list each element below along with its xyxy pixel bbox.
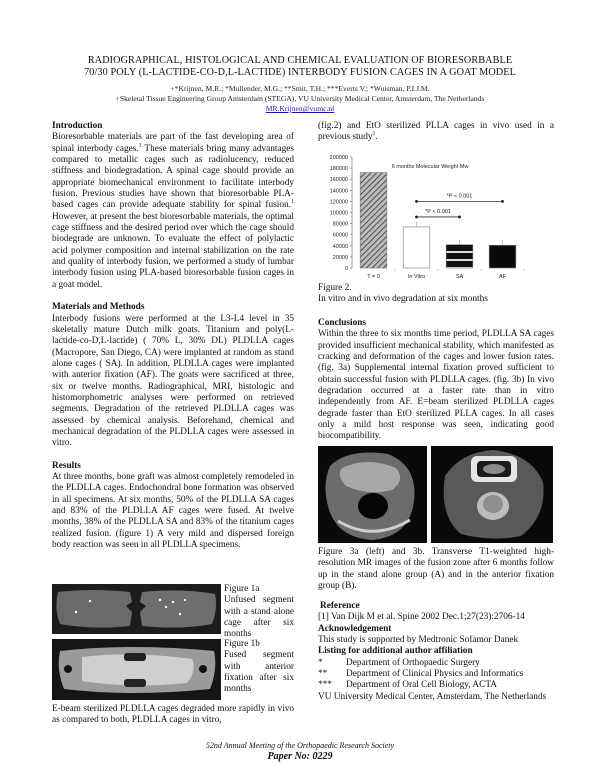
svg-text:200000: 200000 bbox=[329, 155, 348, 161]
conclusions-section bbox=[318, 318, 554, 443]
figure-1a-image bbox=[52, 584, 221, 634]
affiliation-item: * Department of Orthopaedic Surgery bbox=[318, 657, 480, 668]
chart-bar bbox=[446, 240, 473, 280]
svg-text:60000: 60000 bbox=[332, 232, 348, 239]
title-line-2: 70/30 POLY (L-LACTIDE-CO-D,L-LACTIDE) INTERBODY FUSION CAGES IN A GOAT MODEL bbox=[84, 67, 516, 78]
chart-bar bbox=[489, 240, 516, 280]
left-column bbox=[52, 121, 294, 551]
introduction-heading: Introduction bbox=[52, 121, 103, 131]
affiliation-item: ** Department of Clinical Physics and Informatics bbox=[318, 669, 524, 680]
figure-2-caption bbox=[318, 283, 554, 306]
svg-text:160000: 160000 bbox=[329, 177, 348, 184]
affiliation-item: *** Department of Oral Cell Biology, ACTA bbox=[318, 680, 497, 691]
conclusions-text: Within the three to six months time period, PLDLLA SA cages provided insufficient mechanical stability, which manifested as cracking and deformation of the cages and lower fusion rates.(fig. 3a) Supplemental internal fixation proved sufficient to obtain successful fusion with PLDLLA cages. (fig. 3b) In vivo degradation occurred at a faster rate than in vitro independently from AF. E=beam sterilized PLDLLA cages degrade faster than EtO sterilized PLLA cages. In all cases only a mild host response was seen, indicating good biocompatibility. bbox=[318, 329, 554, 442]
figure-3b-image bbox=[431, 446, 553, 543]
title-line-1: RADIOGRAPHICAL, HISTOLOGICAL AND CHEMICAL EVALUATION OF BIORESORBABLE bbox=[87, 55, 513, 66]
figure-2-chart bbox=[312, 152, 532, 282]
authors: +*Krijnen, M.R.; *Mullender, M.G.; **Smit, T.H.; ***Everts V.; *Wuisman, P.I.J.M. bbox=[170, 84, 430, 93]
svg-text:40000: 40000 bbox=[332, 243, 348, 250]
svg-text:0: 0 bbox=[344, 266, 348, 272]
figure-2-label: Figure 2. bbox=[318, 283, 352, 293]
affiliation: +Skeletal Tissue Engineering Group Amsterdam (STEGA), VU University Medical Center, Amsterdam, The Netherlands bbox=[115, 94, 485, 103]
back-matter bbox=[318, 601, 554, 703]
paper-title bbox=[0, 55, 600, 79]
svg-text:180000: 180000 bbox=[329, 166, 348, 173]
figure-2-text: In vitro and in vivo degradation at six months bbox=[318, 294, 488, 305]
results-continuation-right: (fig.2) and EtO sterilized PLLA cages in vivo used in a previous study$^1$. bbox=[318, 121, 554, 143]
results-continuation: E-beam sterilized PLDLLA cages degraded more rapidly in vivo as compared to both, PLDLLA cages in vitro, bbox=[52, 704, 294, 726]
methods-heading: Materials and Methods bbox=[52, 302, 145, 313]
figure-3a-image bbox=[318, 446, 427, 543]
svg-text:In Vitro: In Vitro bbox=[407, 274, 426, 280]
svg-text:AF: AF bbox=[498, 274, 507, 280]
svg-text:*P < 0.001: *P < 0.001 bbox=[425, 208, 451, 215]
affiliations-heading: Listing for additional author affiliation bbox=[318, 646, 473, 657]
svg-text:SA: SA bbox=[455, 274, 464, 280]
svg-text:6 months Molecular Weight Mw: 6 months Molecular Weight Mw bbox=[391, 164, 469, 170]
acknowledgement-heading: Acknowledgement bbox=[318, 623, 392, 634]
author-block bbox=[0, 84, 600, 114]
figure-1a-caption: Figure 1a Unfused segment with a stand alone cage after six months bbox=[224, 584, 294, 640]
svg-text:140000: 140000 bbox=[329, 188, 348, 195]
institution: VU University Medical Center, Amsterdam, The Netherlands bbox=[318, 691, 547, 702]
methods-text: Interbody fusions were performed at the L3-L4 level in 35 skeletally mature Dutch milk goats. Titanium and poly(L-lactide-co-D,L-lactide) ( 70% L, 30% DL) PLDLLA cages (Macropore, San Diego, CA) were implanted at random as stand alone cages ( SA). In addition, PLDLLA cages were implanted with anterior fixation (AF). The goats were sacrificed at three, six or twelve months. Radiographical, MRI, histologic and histomorphometric analyses were performed on retrieved segments. Degradation of the retrieved PLDLLA cages was assessed by chemical analysis. Beforehand, chemical and mechanical degradation of the PLDLLA cages were assessed in vitro. bbox=[52, 313, 294, 449]
chart-bar bbox=[403, 222, 430, 280]
meeting-footer: 52nd Annual Meeting of the Orthopaedic Research Society bbox=[205, 741, 395, 750]
introduction-text: Bioresorbable materials are part of the fast developing area of spinal interbody cages.$^1$ These materials bring many advantages compared to metallic cages such as radiolucency, reduced stiffness and biodegradation. A spinal cage should provide an appropriate biomechanical environment to facilitate interbody fusion. Previous studies have shown that bioresorbable PLA-based cages can provide adequate stability for spinal fusion.$^1$ However, at present the best bioresorbable materials, the optimal cage stiffness and the desired period over which the cage should biodegrade are unknown. To evaluate the effect of polylactic acid polymer composition and internal stabilization on the rate and quality of interbody fusion, we performed a study of lumbar interbody fusion using PLA-based bioresorbable fusion cages in a goat model. bbox=[52, 132, 294, 290]
svg-text:80000: 80000 bbox=[332, 221, 348, 228]
figure-3-caption: Figure 3a (left) and 3b. Transverse T1-weighted high-resolution MR images of the fusion zone after 6 months follow up in the stand alone group (A) and in the anterior fixation group (B). bbox=[318, 547, 554, 592]
reference-heading: Reference bbox=[320, 601, 360, 611]
paper-number: Paper No: 0229 bbox=[267, 751, 333, 762]
chart-bar bbox=[360, 173, 387, 280]
figure-1b-caption: Figure 1b Fused segment with anterior fixation after six months bbox=[224, 639, 294, 695]
svg-text:T = 0: T = 0 bbox=[367, 274, 380, 280]
svg-text:120000: 120000 bbox=[329, 199, 348, 206]
svg-text:20000: 20000 bbox=[332, 254, 348, 261]
figure-1b-image bbox=[52, 639, 221, 700]
acknowledgement-text: This study is supported by Medtronic Sofamor Danek bbox=[318, 635, 519, 646]
results-text: At three months, bone graft was almost completely remodeled in the PLDLLA cages. Endochondral bone formation was observed in all specimens. At six months, 50% of the PLDLLA SA cages and 83% of the PLDLLA AF cages were fused. At twelve months, 38% of the PLDLLA SA and 83% of the titanium cages realized fusion. (figure 1) A very mild and dispersed foreign body reaction was seen in all PLDLLA specimens. bbox=[52, 471, 294, 551]
email-link[interactable]: MR.Krijnen@vumc.nl bbox=[265, 104, 335, 113]
results-heading: Results bbox=[52, 460, 81, 471]
conclusions-heading: Conclusions bbox=[318, 318, 367, 328]
reference-item: [1] Van Dijk M et al. Spine 2002 Dec.1;27(23):2706-14 bbox=[318, 612, 525, 623]
svg-text:100000: 100000 bbox=[329, 210, 348, 217]
svg-text:*P < 0.001: *P < 0.001 bbox=[446, 193, 473, 200]
